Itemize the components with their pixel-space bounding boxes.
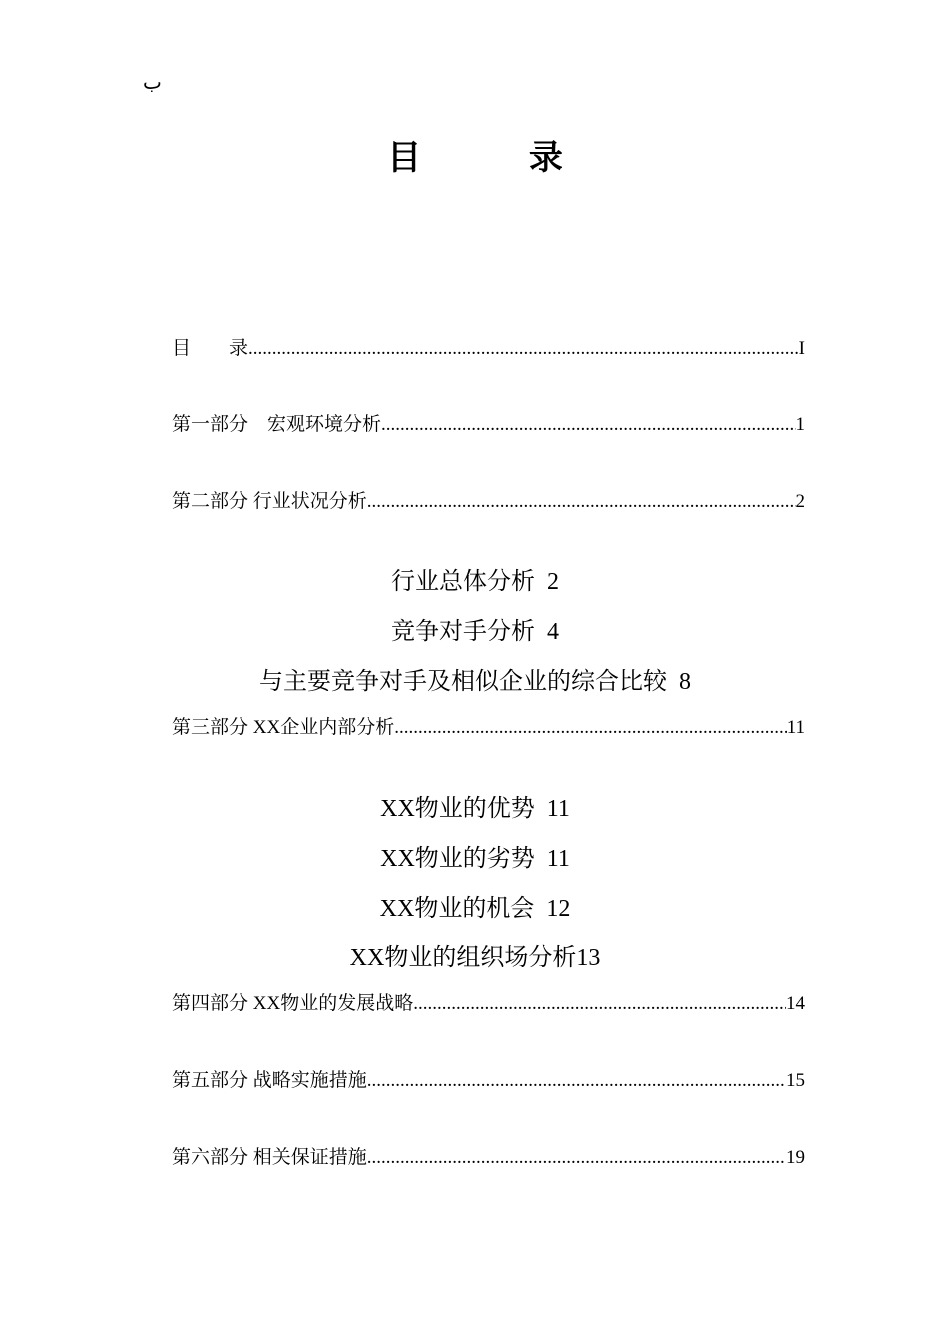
toc-entry[interactable] — [172, 1142, 805, 1169]
toc-leader-dots — [367, 1070, 786, 1092]
toc-subentry-label: 竞争对手分析 — [391, 619, 535, 645]
toc-subentry[interactable] — [0, 788, 950, 823]
toc-subentry-page: 8 — [679, 669, 691, 695]
toc-entry-page: I — [798, 338, 805, 359]
toc-subentry[interactable] — [0, 661, 950, 696]
toc-entry-page: 2 — [795, 491, 805, 512]
toc-leader-dots — [367, 1147, 786, 1169]
toc-entry-label: 第五部分 战略实施措施 — [172, 1070, 367, 1091]
toc-entry-label: 第四部分 XX物业的发展战略 — [172, 993, 414, 1014]
toc-entry-page: 11 — [786, 717, 805, 738]
toc-entry-page: 19 — [786, 1147, 805, 1168]
toc-subentry-page: 4 — [547, 619, 559, 645]
toc-subentry-page: 2 — [547, 569, 559, 595]
toc-subentry-label: 行业总体分析 — [391, 569, 535, 595]
toc-subentry[interactable] — [0, 888, 950, 923]
toc-subentry-label: XX物业的组织场分析 — [349, 945, 577, 971]
toc-entry[interactable] — [172, 409, 805, 436]
toc-entry[interactable] — [172, 1065, 805, 1092]
toc-subentry-page: 11 — [546, 846, 570, 872]
toc-subentry[interactable] — [0, 561, 950, 596]
corner-mark: ب — [143, 70, 162, 94]
toc-leader-dots — [413, 993, 786, 1015]
toc-subentry[interactable] — [0, 838, 950, 873]
toc-leader-dots — [248, 338, 799, 360]
toc-subentry-page: 11 — [546, 796, 570, 822]
toc-entry-page: 15 — [786, 1070, 805, 1091]
toc-entry[interactable] — [172, 486, 805, 513]
toc-leader-dots — [381, 414, 795, 436]
toc-entry-label: 目 录 — [172, 338, 249, 359]
toc-leader-dots — [394, 717, 787, 739]
toc-subentry-label: XX物业的劣势 — [380, 846, 535, 872]
toc-subentry-page: 12 — [546, 896, 571, 922]
toc-entry-label: 第二部分 行业状况分析 — [172, 491, 367, 512]
toc-entry[interactable] — [172, 988, 805, 1015]
toc-subentry[interactable] — [0, 937, 950, 972]
toc-entry[interactable] — [172, 712, 805, 739]
toc-entry[interactable] — [172, 333, 805, 360]
toc-subentry-page: 13 — [576, 945, 601, 971]
toc-entry-label: 第三部分 XX企业内部分析 — [172, 717, 395, 738]
toc-entry-label: 第六部分 相关保证措施 — [172, 1147, 367, 1168]
toc-entry-page: 1 — [795, 414, 805, 435]
toc-entry-label: 第一部分 宏观环境分析 — [172, 414, 382, 435]
toc-leader-dots — [367, 491, 796, 513]
toc-subentry-label: XX物业的机会 — [379, 896, 535, 922]
toc-subentry-label: 与主要竞争对手及相似企业的综合比较 — [259, 669, 667, 695]
page-title: 目 录 — [387, 138, 611, 178]
toc-entry-page: 14 — [786, 993, 805, 1014]
toc-subentry[interactable] — [0, 611, 950, 646]
toc-subentry-label: XX物业的优势 — [380, 796, 535, 822]
